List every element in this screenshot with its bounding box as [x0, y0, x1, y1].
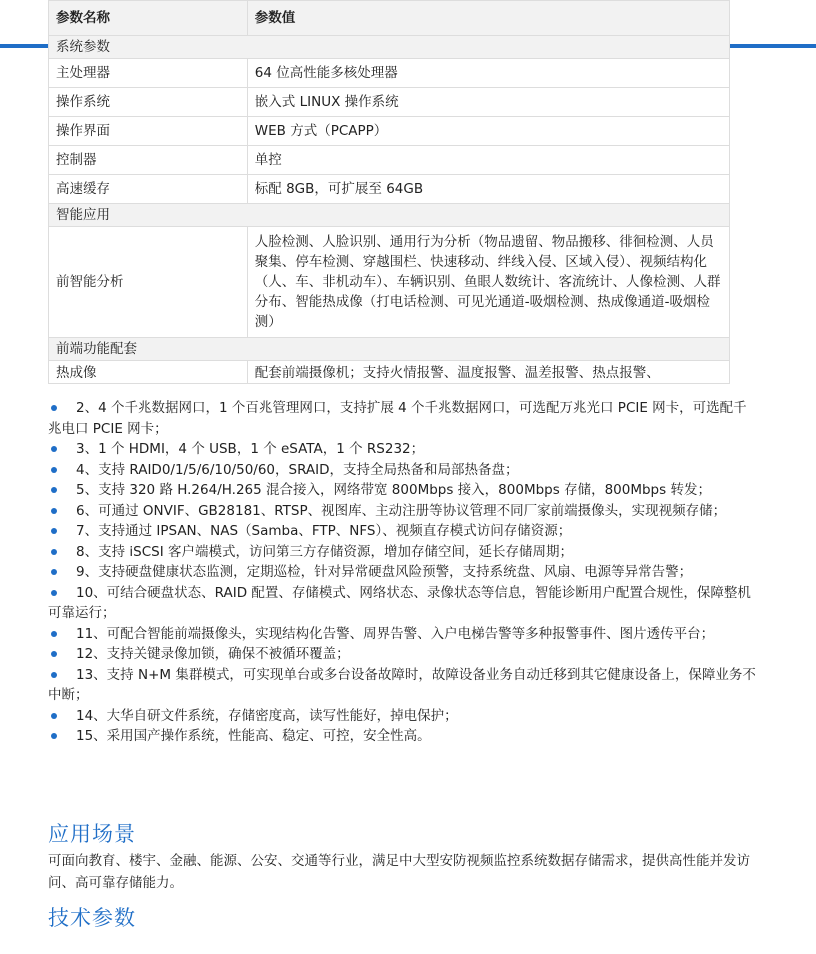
table-row [49, 227, 730, 338]
param-value: 单控 [247, 146, 729, 175]
list-item: 12、支持关键录像加锁，确保不被循环覆盖； [48, 644, 756, 665]
table-header-row [49, 1, 730, 36]
bullet-icon [51, 631, 57, 637]
param-name: 操作界面 [49, 117, 248, 146]
list-item: 9、支持硬盘健康状态监测，定期巡检，针对异常硬盘风险预警，支持系统盘、风扇、电源等异常告警； [48, 562, 756, 583]
table-row [49, 59, 730, 88]
bullet-icon [51, 467, 57, 473]
bullet-icon [51, 590, 57, 596]
section-row [49, 204, 730, 227]
param-name: 主处理器 [49, 59, 248, 88]
table-row [49, 146, 730, 175]
bullet-icon [51, 528, 57, 534]
param-name: 热成像 [49, 361, 248, 384]
section-title: 系统参数 [49, 36, 730, 59]
bullet-icon [51, 405, 57, 411]
table-row [49, 175, 730, 204]
section-row [49, 36, 730, 59]
bullet-icon [51, 508, 57, 514]
param-name: 操作系统 [49, 88, 248, 117]
list-item: 6、可通过 ONVIF、GB28181、RTSP、视图库、主动注册等协议管理不同厂家前端摄像头，实现视频存储； [48, 501, 756, 522]
tech-params-heading: 技术参数 [48, 906, 136, 930]
param-name: 高速缓存 [49, 175, 248, 204]
table-row [49, 117, 730, 146]
param-value: 64 位高性能多核处理器 [247, 59, 729, 88]
application-text: 可面向教育、楼宇、金融、能源、公安、交通等行业，满足中大型安防视频监控系统数据存储需求，提供高性能并发访问、高可靠存储能力。 [48, 853, 750, 891]
param-name: 控制器 [49, 146, 248, 175]
bullet-icon [51, 446, 57, 452]
section-row [49, 338, 730, 361]
list-item: 7、支持通过 IPSAN、NAS（Samba、FTP、NFS）、视频直存模式访问存储资源； [48, 521, 756, 542]
param-value: 人脸检测、人脸识别、通用行为分析（物品遗留、物品搬移、徘徊检测、人员聚集、停车检测、穿越围栏、快速移动、绊线入侵、区域入侵）、视频结构化（人、车、非机动车）、车辆识别、鱼眼人数统计、客流统计、人像检测、人群分布、智能热成像（打电话检测、可见光通道-吸烟检测、热成像通道-吸烟检测） [247, 227, 729, 338]
table-row [49, 361, 730, 384]
section-title: 智能应用 [49, 204, 730, 227]
param-value: 嵌入式 LINUX 操作系统 [247, 88, 729, 117]
list-item: 10、可结合硬盘状态、RAID 配置、存储模式、网络状态、录像状态等信息，智能诊断用户配置合规性，保障整机可靠运行； [48, 584, 751, 621]
param-value: 标配 8GB，可扩展至 64GB [247, 175, 729, 204]
bullet-icon [51, 569, 57, 575]
bullet-icon [51, 549, 57, 555]
param-value: 配套前端摄像机；支持火情报警、温度报警、温差报警、热点报警、 [247, 361, 729, 384]
list-item: 4、支持 RAID0/1/5/6/10/50/60，SRAID，支持全局热备和局部热备盘； [48, 460, 756, 481]
list-item: 13、支持 N+M 集群模式，可实现单台或多台设备故障时，故障设备业务自动迁移到其它健康设备上，保障业务不中断； [48, 666, 756, 703]
blue-rule-left [0, 44, 48, 48]
header-value: 参数值 [247, 1, 729, 36]
list-item: 3、1 个 HDMI，4 个 USB，1 个 eSATA，1 个 RS232； [48, 439, 756, 460]
table-row [49, 88, 730, 117]
list-item: 15、采用国产操作系统，性能高、稳定、可控，安全性高。 [48, 726, 756, 747]
param-value: WEB 方式（PCAPP） [247, 117, 729, 146]
bullet-icon [51, 651, 57, 657]
header-name: 参数名称 [49, 1, 248, 36]
bullet-icon [51, 713, 57, 719]
bullet-icon [51, 733, 57, 739]
list-item: 5、支持 320 路 H.264/H.265 混合接入，网络带宽 800Mbps 接入，800Mbps 存储，800Mbps 转发； [48, 480, 756, 501]
list-item: 11、可配合智能前端摄像头，实现结构化告警、周界告警、入户电梯告警等多种报警事件、图片透传平台； [48, 624, 756, 645]
spec-table [48, 0, 730, 384]
list-item: 8、支持 iSCSI 客户端模式，访问第三方存储资源，增加存储空间，延长存储周期； [48, 542, 756, 563]
bullet-icon [51, 487, 57, 493]
feature-list [48, 398, 756, 747]
application-heading: 应用场景 [48, 822, 136, 846]
param-name: 前智能分析 [49, 227, 248, 338]
list-item: 2、4 个千兆数据网口，1 个百兆管理网口，支持扩展 4 个千兆数据网口，可选配万兆光口 PCIE 网卡，可选配千兆电口 PCIE 网卡； [48, 400, 747, 437]
list-item: 14、大华自研文件系统，存储密度高，读写性能好，掉电保护； [48, 706, 756, 727]
section-title: 前端功能配套 [49, 338, 730, 361]
bullet-icon [51, 672, 57, 678]
blue-rule-right [730, 44, 816, 48]
